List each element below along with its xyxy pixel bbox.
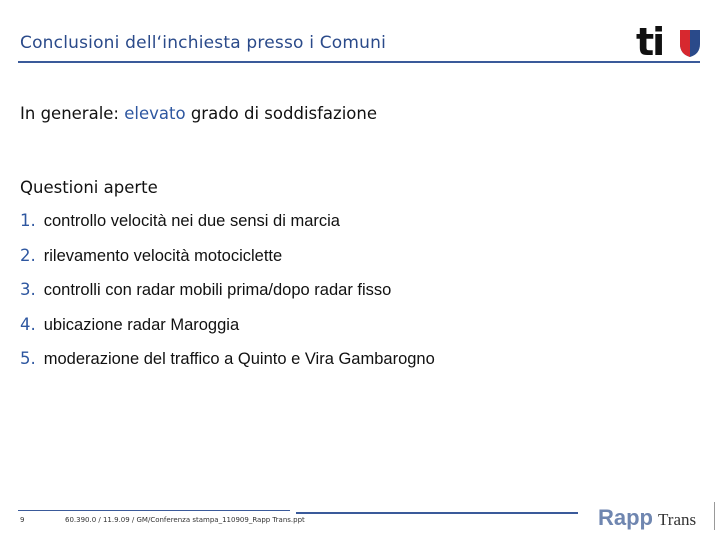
page-number: 9 [20, 516, 25, 524]
footer-reference: 60.390.0 / 11.9.09 / GM/Conferenza stampa_110909_Rapp Trans.ppt [65, 516, 305, 524]
list-item [20, 349, 435, 384]
list-item [20, 246, 435, 281]
rapp-trans-logo-icon [596, 500, 720, 532]
lead-prefix: In generale: [20, 104, 125, 123]
lead-accent: elevato [124, 104, 186, 123]
footer-divider-left [18, 510, 290, 511]
list-number: 3. [20, 280, 36, 299]
list-item [20, 280, 435, 315]
section-heading: Questioni aperte [20, 178, 158, 197]
title-divider [18, 61, 700, 63]
open-questions-list [20, 211, 435, 384]
list-text: rilevamento velocità motociclette [43, 246, 283, 265]
rapp-logo-word: Rapp [598, 505, 653, 530]
footer-divider-right [296, 512, 578, 514]
logo-text: ti [636, 22, 664, 58]
list-text: moderazione del traffico a Quinto e Vira Gambarogno [43, 350, 435, 368]
list-text: controllo velocità nei due sensi di marcia [43, 212, 340, 230]
list-number: 5. [20, 349, 36, 368]
list-text: ubicazione radar Maroggia [43, 315, 240, 334]
trans-logo-word: Trans [658, 510, 697, 529]
list-item [20, 211, 435, 246]
ticino-logo-icon [632, 22, 702, 58]
lead-suffix: grado di soddisfazione [185, 104, 377, 123]
slide-title: Conclusioni dell‘inchiesta presso i Comuni [20, 33, 387, 53]
list-item [20, 315, 435, 350]
list-text: controlli con radar mobili prima/dopo radar fisso [43, 281, 392, 299]
lead-statement [20, 104, 377, 123]
list-number: 1. [20, 211, 36, 230]
list-number: 4. [20, 314, 36, 334]
list-number: 2. [20, 245, 36, 265]
